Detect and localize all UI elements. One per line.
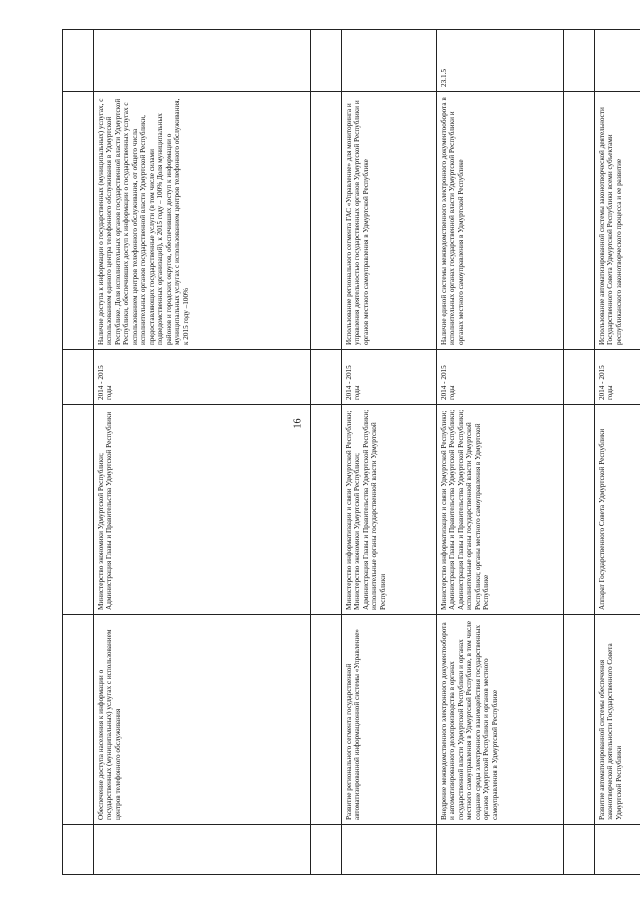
measure-reference xyxy=(94,30,311,92)
table-row xyxy=(437,30,564,875)
table-row xyxy=(595,30,640,875)
table-row-top-blank xyxy=(63,30,94,875)
table-row xyxy=(342,30,437,875)
measure-executor: Министерство информатизации и связи Удмуртской Республики; Администрация Главы и Правительства Удмуртской Республики; Администрация Главы и Правительства Удмуртской Республики; исполнительные органы государственной власти Удмуртской Республики; органы местного самоуправления в Удмуртской Республике xyxy=(437,405,564,615)
table-row-blank xyxy=(311,30,342,875)
measure-term: 2014 - 2015 годы xyxy=(94,350,311,405)
measure-name: Развитие регионального сегмента государственной автоматизированной информационной системы «Управление» xyxy=(342,615,437,825)
measure-term: 2014 - 2015 годы xyxy=(342,350,437,405)
measure-result: Наличие единой системы межведомственного электронного документооборота в исполнительных органах государственной власти Удмуртской Республики и органах местного самоуправления в Удмуртской Республике xyxy=(437,92,564,350)
measure-term: 2014 - 2015 годы xyxy=(437,350,564,405)
measures-table xyxy=(62,29,640,875)
measure-name: Обеспечение доступа населения к информации о государственных (муниципальных) услугах с использованием центров телефонного обслуживания xyxy=(94,615,311,825)
row-number xyxy=(595,825,640,875)
measure-term: 2014 - 2015 годы xyxy=(595,350,640,405)
measure-executor: Аппарат Государственного Совета Удмуртской Республики xyxy=(595,405,640,615)
rotated-table-frame xyxy=(62,30,623,875)
measure-name: Внедрение межведомственного электронного документооборота и автоматизированного делопроизводства в органах государственной власти Удмуртской Республики и органах местного самоуправления в Удмуртской Республике, в том числе создание среды электронного взаимодействия государственных органов Удмуртской Республики и органов местного самоуправления в Удмуртской Республике xyxy=(437,615,564,825)
measure-reference: 23.1.5 xyxy=(437,30,564,92)
measure-result: Использование регионального сегмента ГАС «Управление» для мониторинга и управления деятельностью государственных органов Удмуртской Республики и органов местного самоуправления в Удмуртской Республике xyxy=(342,92,437,350)
measure-reference xyxy=(595,30,640,92)
measure-executor: Министерство информатизации и связи Удмуртской Республики; Министерство экономики Удмуртской Республики; Администрация Главы и Правительства Удмуртской Республики; исполнительные органы государственной власти Удмуртской Республики xyxy=(342,405,437,615)
row-number xyxy=(342,825,437,875)
row-number xyxy=(437,825,564,875)
measure-reference xyxy=(342,30,437,92)
measure-result: Использование автоматизированной системы законотворческой деятельности Государственного Совета Удмуртской Республики всеми субъектами республиканского законотворческого процесса и ее развитие xyxy=(595,92,640,350)
measure-name: Развитие автоматизированной системы обеспечения законотворческой деятельности Государственного Совета Удмуртской Республики xyxy=(595,615,640,825)
measure-executor: Министерство экономики Удмуртской Республики; Администрация Главы и Правительства Удмуртской Республики xyxy=(94,405,311,615)
table-container xyxy=(62,30,623,875)
page-number: 16 xyxy=(292,418,304,429)
row-number xyxy=(94,825,311,875)
table-row xyxy=(94,30,311,875)
measure-result: Наличие доступа к информации о государственных (муниципальных) услугах, с использованием единого центра телефонного обслуживания в Удмуртской Республике. Доля исполнительных органов государственной власти Удмуртской Республики, обеспечивших доступ к информации о государственных услугах с использованием центров телефонного обслуживания, от общего числа исполнительных органов государственной власти Удмуртской Республики, предоставляющих государственные услуги (в том числе силами подведомственных организаций), к 2015 году – 100% Доля муниципальных районов и городских округов, обеспечивших доступ к информации о муниципальных услугах с использованием центров телефонного обслуживания, к 2015 году –100% xyxy=(94,92,311,350)
table-row-blank xyxy=(564,30,595,875)
